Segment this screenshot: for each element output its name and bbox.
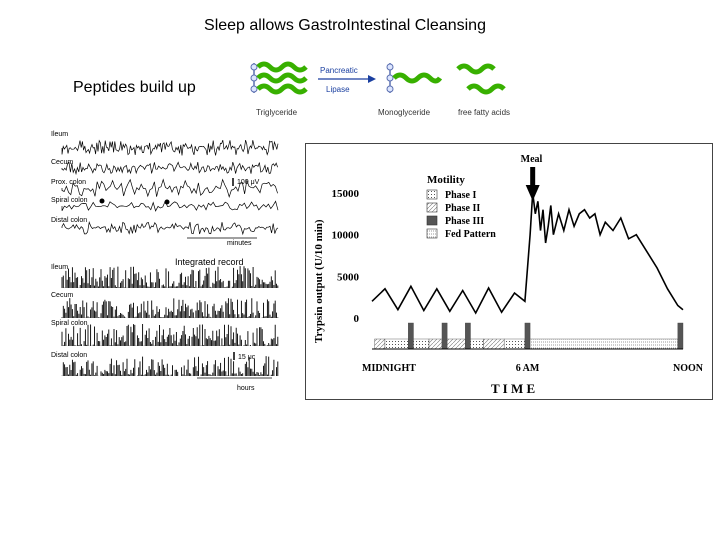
scale-bar-bottom-label: 15 μc [238,354,256,361]
lipase-enzyme-top: Pancreatic [320,66,358,75]
lipase-enzyme-bottom: Lipase [326,85,350,94]
legend-swatch [427,190,437,199]
y-tick-label: 15000 [331,188,359,200]
legend-label: Fed Pattern [445,229,496,240]
motility-tracing-panel [47,128,295,398]
phase-band [530,339,678,349]
phase-band [413,339,429,349]
legend-title: Motility [427,174,465,186]
phase-band [429,339,442,349]
integrated-label-ileum: Ileum [51,264,69,271]
meal-annotation: Meal [520,154,543,165]
x-tick-label: 6 AM [515,363,540,374]
phase-band [375,339,385,349]
phase-band [447,339,465,349]
time-unit-hours: hours [237,385,255,392]
y-axis-label: Trypsin output (U/10 min) [313,219,325,343]
phase-band [504,339,525,349]
fatty-acids-label: free fatty acids [458,108,511,117]
legend-label: Phase I [445,190,477,201]
x-tick-label: MIDNIGHT [362,363,416,374]
legend-label: Phase II [445,203,481,214]
x-axis-label: T I M E [491,381,536,396]
phase-band [442,323,447,349]
trace-label-cecum: Cecum [51,159,74,166]
integrated-label-cecum: Cecum [51,292,74,299]
legend-swatch [427,216,437,225]
legend-label: Phase III [445,216,485,227]
y-tick-label: 0 [353,313,359,325]
trace-label-ileum: Ileum [51,131,69,138]
chart-frame [306,144,713,400]
triglyceride-molecule [251,63,306,93]
y-tick-label: 5000 [337,271,359,284]
trypsin-output-chart [305,143,713,400]
phase-band [678,323,683,349]
scale-bar-top-label: 100 μV [237,179,260,186]
trace-label-spiral-colon: Spiral colon [51,197,88,204]
phase-band [385,339,408,349]
triglyceride-label: Triglyceride [256,108,298,117]
integrated-record-title: Integrated record [175,257,244,267]
phase-band [408,323,413,349]
y-tick-label: 10000 [331,229,359,242]
integrated-label-spiral-colon: Spiral colon [51,320,88,327]
phase-band [525,323,530,349]
trace-label-prox-colon: Prox. colon [51,179,87,186]
slide-subtitle: Peptides build up [73,79,196,96]
reaction-arrow-head [368,75,376,83]
legend-swatch [427,229,437,238]
monoglyceride-molecule [387,63,440,93]
integrated-label-distal-colon: Distal colon [51,352,88,359]
phase-band [470,339,483,349]
monoglyceride-label: Monoglyceride [378,108,431,117]
legend-swatch [427,203,437,212]
fatty-acid-chains [458,66,504,92]
phase-band [465,323,470,349]
x-tick-label: NOON [673,363,703,374]
lipase-reaction-diagram [228,55,528,125]
time-unit-minutes: minutes [227,240,252,247]
trace-label-distal-colon: Distal colon [51,217,88,224]
slide-title: Sleep allows GastroIntestinal Cleansing [204,17,486,34]
phase-band [483,339,504,349]
